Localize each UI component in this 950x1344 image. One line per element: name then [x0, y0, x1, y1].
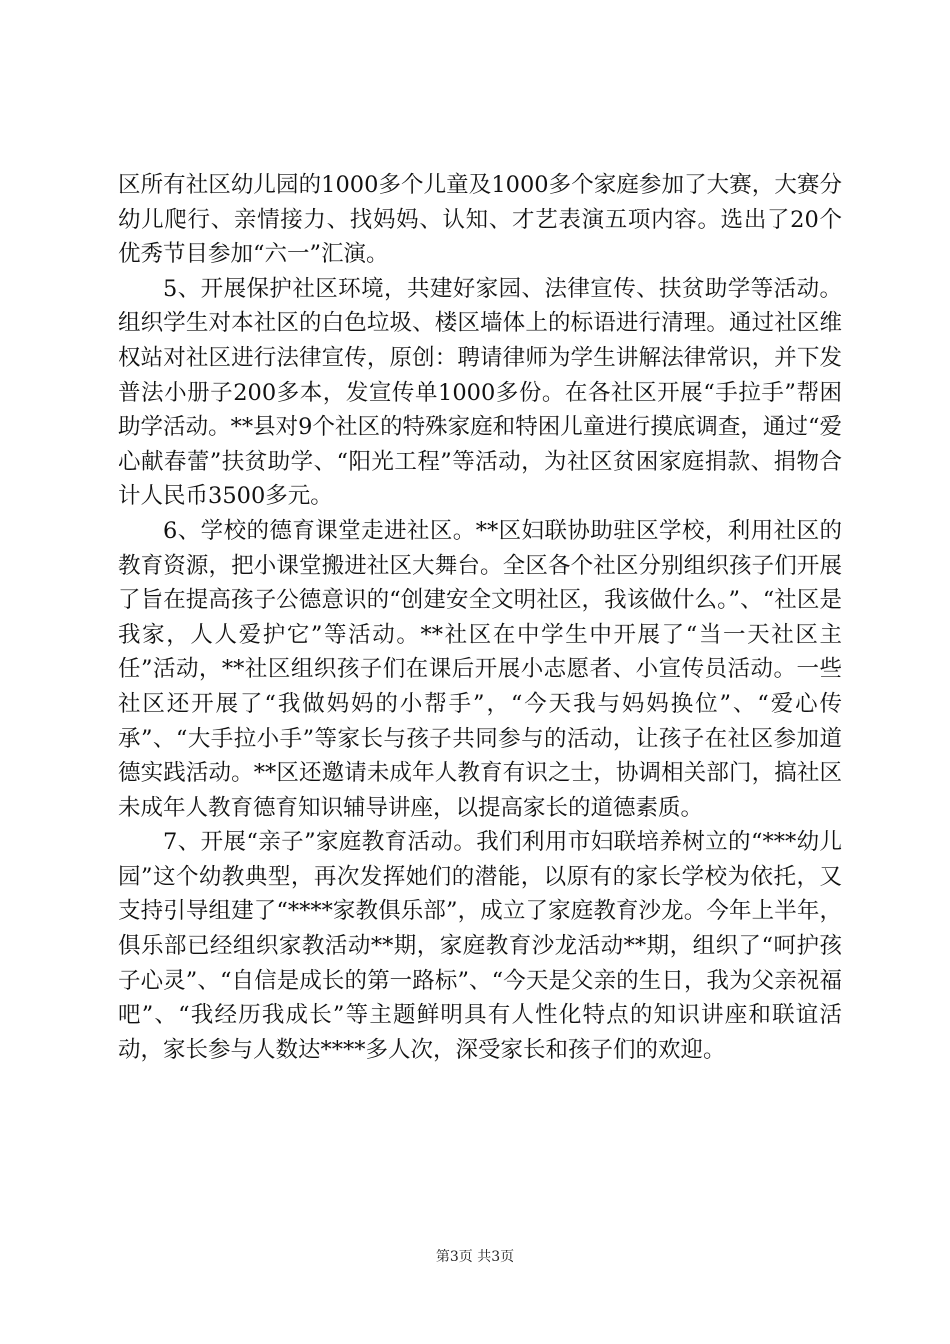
paragraph-item-6: 6、学校的德育课堂走进社区。**区妇联协助驻区学校，利用社区的教育资源，把小课堂搬进社区大舞台。全区各个社区分别组织孩子们开展了旨在提高孩子公德意识的“创建安全文明社区，我该做什么。”、“社区是我家，人人爱护它”等活动。**社区在中学生中开展了“当一天社区主任”活动，**社区组织孩子们在课后开展小志愿者、小宣传员活动。一些社区还开展了“我做妈妈的小帮手”，“今天我与妈妈换位”、“爱心传承”、“大手拉小手”等家长与孩子共同参与的活动，让孩子在社区参加道德实践活动。**区还邀请未成年人教育有识之士，协调相关部门，搞社区未成年人教育德育知识辅导讲座，以提高家长的道德素质。: [118, 517, 842, 821]
page-number-label: 第3页 共3页: [435, 1249, 515, 1265]
page-footer: [0, 1248, 950, 1266]
document-body: [118, 168, 842, 1067]
paragraph-continuation: 区所有社区幼儿园的1000多个儿童及1000多个家庭参加了大赛，大赛分幼儿爬行、亲情接力、找妈妈、认知、才艺表演五项内容。选出了20个优秀节目参加“六一”汇演。: [118, 172, 842, 268]
paragraph-item-7: 7、开展“亲子”家庭教育活动。我们利用市妇联培养树立的“***幼儿园”这个幼教典型，再次发挥她们的潜能，以原有的家长学校为依托，又支持引导组建了“****家教俱乐部”，成立了家庭教育沙龙。今年上半年，俱乐部已经组织家教活动**期，家庭教育沙龙活动**期，组织了“呵护孩子心灵”、“自信是成长的第一路标”、“今天是父亲的生日，我为父亲祝福吧”、“我经历我成长”等主题鲜明具有人性化特点的知识讲座和联谊活动，家长参与人数达****多人次，深受家长和孩子们的欢迎。: [118, 829, 842, 1063]
paragraph-item-5: 5、开展保护社区环境，共建好家园、法律宣传、扶贫助学等活动。组织学生对本社区的白色垃圾、楼区墙体上的标语进行清理。通过社区维权站对社区进行法律宣传，原创：聘请律师为学生讲解法律常识，并下发普法小册子200多本，发宣传单1000多份。在各社区开展“手拉手”帮困助学活动。**县对9个社区的特殊家庭和特困儿童进行摸底调查，通过“爱心献春蕾”扶贫助学、“阳光工程”等活动，为社区贫困家庭捐款、捐物合计人民币3500多元。: [118, 275, 842, 510]
